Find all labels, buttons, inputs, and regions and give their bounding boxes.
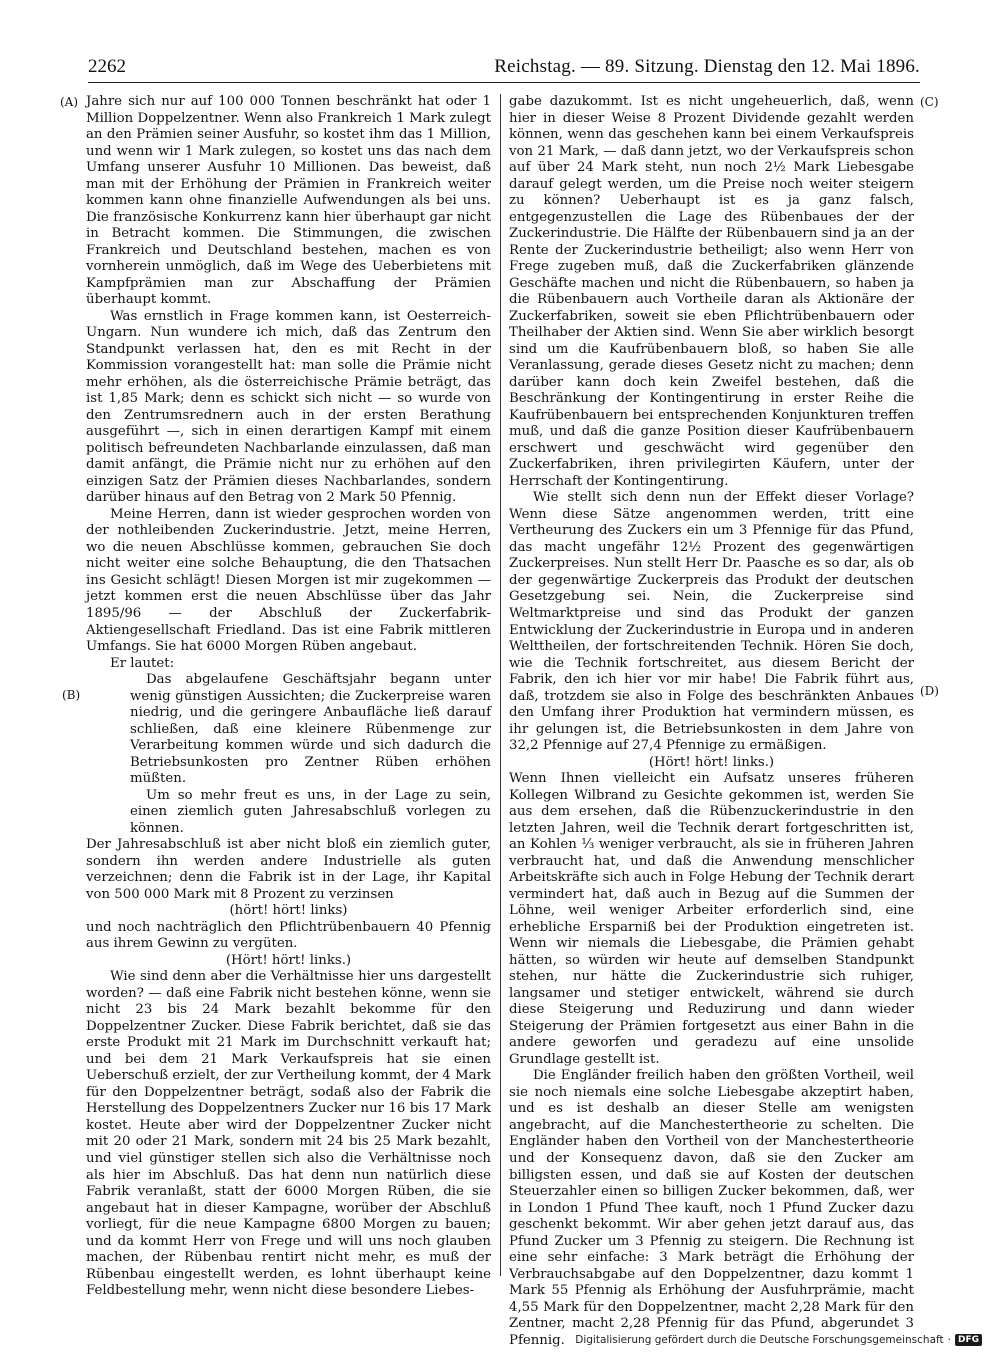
paragraph: Die Engländer freilich haben den größten Vortheil, weil sie noch niemals eine solche Liebesgabe akzeptirt haben, und es ist deshalb an dieser Stelle am wenigsten angebracht, auf die Manchestertheorie zu schelten. Die Engländer haben den Vortheil von der Manchestertheorie und der Konsequenz davon, daß sie den Zucker am billigsten essen, und daß sie auf Kosten der deutschen Steuerzahler einen so billigen Zucker bekommen, daß, wer in London 1 Pfund Thee kauft, noch 1 Pfund Zucker dazu geschenkt bekommt. Wir aber gehen jetzt darauf aus, das Pfund Zucker um 3 Pfennig zu steigern. Die Rechnung ist eine sehr einfache: 3 Mark beträgt die Erhöhung der Verbrauchsabgabe auf den Doppelzentner, dazu kommt 1 Mark 55 Pfennig als Erhöhung der Ausfuhrprämie, macht 4,55 Mark für den Doppelzentner, macht 2,28 Mark für den Zentner, macht 2,28 Pfennig für das Pfund, abgerundet 3 Pfennig. bbox=[509, 1068, 914, 1348]
paragraph: Jahre sich nur auf 100 000 Tonnen beschränkt hat oder 1 Million Doppelzentner. Wenn also Frankreich 1 Mark zulegt an den Prämien seiner Ausfuhr, so kostet ihm das 1 Million, und wenn wir 1 Mark zulegen, so kostet uns das nach dem Umfang unserer Ausfuhr 10 Millionen. Das beweist, daß man mit der Erhöhung der Prämien in Frankreich weiter kommen kann ohne finanzielle Aufwendungen als bei uns. Die französische Konkurrenz kann hier überhaupt gar nicht in Betracht kommen. Die Stimmungen, die zwischen Frankreich und Deutschland bestehen, machen es von vornherein unmöglich, daß im Wege des Ueberbietens mit Kampfprämien man zur Abschaffung der Prämien überhaupt kommt. bbox=[86, 94, 491, 308]
margin-marker-d: (D) bbox=[920, 684, 939, 698]
paragraph: Meine Herren, dann ist wieder gesprochen worden von der nothleibenden Zuckerindustrie. Jetzt, meine Herren, wo die neuen Abschlüsse kommen, gebrauchen Sie doch nicht weiter eine solche Behauptung, die den Thatsachen ins Gesicht schlägt! Diesen Morgen ist mir zugekommen — jetzt kommen erst die neuen Abschlüsse über das Jahr 1895/96 — der Abschluß der Zuckerfabrik-Aktiengesellschaft Friedland. Das ist eine Fabrik mittleren Umfangs. Sie hat 6000 Morgen Rüben angebaut. bbox=[86, 506, 491, 655]
paragraph: Der Jahresabschluß ist aber nicht bloß ein ziemlich guter, sondern ihn werden andere Industrielle als guten verzeichnen; denn die Fabrik ist in der Lage, ihr Kapital von 500 000 Mark mit 8 Prozent zu verzinsen bbox=[86, 837, 491, 902]
paragraph: Wie stellt sich denn nun der Effekt dieser Vorlage? Wenn diese Sätze angenommen werden, tritt eine Vertheurung des Zuckers ein um 3 Pfennige für das Pfund, das macht ungefähr 12½ Prozent des gegenwärtigen Zuckerpreises. Nun stellt Herr Dr. Paasche es so dar, als ob der gegenwärtige Zuckerpreis das Produkt der deutschen Gesetzgebung sei. Nein, die Zuckerpreise sind Weltmarktpreise und sind das Produkt der ganzen Entwicklung der Zuckerindustrie in Europa und in anderen Welttheilen, der fortschreitenden Technik. Hören Sie doch, wie die Technik fortschreitet, aus diesem Bericht der Fabrik, den ich hier vor mir habe! Die Fabrik führt aus, daß, trotzdem sie also in Folge des beschränkten Anbaues den Umfang ihrer Produktion hat vermindern müssen, es ihr gelungen ist, die Betriebsunkosten in dem Jahre von 32,2 Pfennige auf 27,4 Pfennige zu ermäßigen. bbox=[509, 490, 914, 754]
column-divider bbox=[500, 94, 501, 1276]
digitization-footer bbox=[575, 1334, 982, 1346]
margin-marker-c: (C) bbox=[920, 95, 939, 109]
running-header bbox=[88, 56, 920, 83]
paragraph: gabe dazukommt. Ist es nicht ungeheuerlich, daß, wenn hier in dieser Weise 8 Prozent Dividende gezahlt werden können, wenn das geschehen kann bei einem Verkaufspreis von 21 Mark, — daß dann jetzt, wo der Verkaufspreis schon auf über 24 Mark steht, nun noch 2½ Mark Liebesgabe darauf gelegt werden, um die Preise noch weiter steigern zu können? Ueberhaupt ist es ja ganz falsch, entgegenzustellen die Lage des Rübenbaues der der Zuckerindustrie. Die Hälfte der Rübenbauern sind ja an der Rente der Zuckerindustrie betheiligt; also wenn Herr von Frege zugeben muß, daß die Zuckerfabriken glänzende Geschäfte machen und nicht die Rübenbauern, so haben ja die Rübenbauern auch Vortheile daran als Aktionäre der Zuckerfabriken, soweit sie eben Pflichtrübenbauern oder Theilhaber der Aktien sind. Wenn Sie aber wirklich besorgt sind um die Kaufrübenbauern bloß, so haben Sie alle Veranlassung, gerade dieses Gesetz nicht zu machen; denn darüber kann doch kein Zweifel bestehen, daß die Beschränkung der Kontingentirung in erster Reihe die Kaufrübenbauern bei entsprechenden Konjunkturen treffen muß, und daß die ganze Position dieser Kaufrübenbauern erschwert und geschwächt wird gegenüber den Zuckerfabriken, ihren privilegirten Käufern, unter der Herrschaft der Kontingentirung. bbox=[509, 94, 914, 489]
footer-credit: Digitalisierung gefördert durch die Deutsche Forschungsgemeinschaft bbox=[575, 1334, 944, 1346]
paragraph: Um so mehr freut es uns, in der Lage zu sein, einen ziemlich guten Jahresabschluß vorlegen zu können. bbox=[130, 787, 491, 836]
page-number: 2262 bbox=[88, 56, 126, 77]
interjection: (hört! hört! links) bbox=[229, 903, 348, 919]
paragraph: Das abgelaufene Geschäftsjahr begann unter wenig günstigen Aussichten; die Zuckerpreise waren niedrig, und die geringere Anbaufläche ließ darauf schließen, daß eine kleinere Rübenmenge zur Verarbeitung kommen würde und sich dadurch die Betriebsunkosten pro Zentner Rüben erhöhen müßten. bbox=[130, 672, 491, 787]
paragraph: Wenn Ihnen vielleicht ein Aufsatz unseres früheren Kollegen Wilbrand zu Gesichte gekommen ist, werden Sie aus dem ersehen, daß die Rübenzuckerindustrie in den letzten Jahren, weil die Technik derart fortgeschritten ist, an Kohlen ⅓ weniger verbraucht, als sie in früheren Jahren verbraucht hat, und daß die Anwendung menschlicher Arbeitskräfte sich auch in Folge Hebung der Technik derart vermindert hat, daß auch in Bezug auf die Summen der Löhne, weil weniger Arbeiter erforderlich sind, eine erhebliche Ersparniß bei der Produktion eingetreten ist. Wenn wir niemals die Liebesgabe, die Prämien gehabt hätten, so würden wir heute auf demselben Standpunkt stehen, nur hätte die Zuckerindustrie sich ruhiger, langsamer und stetiger entwickelt, während sie durch diese Steigerung und Reduzirung und dann wieder Steigerung der Prämien fortgesetzt aus einer Bahn in die andere geworfen und geradezu auf eine unsolide Grundlage gestellt ist. bbox=[509, 771, 914, 1067]
right-text-column bbox=[509, 94, 914, 1349]
paragraph: und noch nachträglich den Pflichtrübenbauern 40 Pfennig aus ihrem Gewinn zu vergüten. bbox=[86, 919, 491, 952]
dfg-logo: DFG bbox=[955, 1334, 982, 1346]
left-text-column bbox=[86, 94, 491, 1300]
footer-separator: · bbox=[947, 1334, 951, 1346]
margin-marker-a: (A) bbox=[60, 95, 79, 109]
running-title: Reichstag. — 89. Sitzung. Dienstag den 12. Mai 1896. bbox=[494, 56, 920, 77]
margin-marker-b: (B) bbox=[62, 688, 81, 702]
interjection: (Hört! hört! links.) bbox=[648, 754, 775, 770]
paragraph: Er lautet: bbox=[110, 655, 175, 671]
interjection: (Hört! hört! links.) bbox=[225, 952, 352, 968]
paragraph: Wie sind denn aber die Verhältnisse hier uns dargestellt worden? — daß eine Fabrik nicht bestehen könne, wenn sie nicht 23 bis 24 Mark bezahlt bekomme für den Doppelzentner Zucker. Diese Fabrik berichtet, daß sie das erste Produkt mit 21 Mark im Durchschnitt verkauft hat; und bei dem 21 Mark Verkaufspreis hat sie einen Ueberschuß erzielt, der zur Vertheilung kommt, der 4 Mark für den Doppelzentner beträgt, sodaß also der Fabrik die Herstellung des Doppelzentners Zucker nur 16 bis 17 Mark kostet. Heute aber wird der Doppelzentner Zucker nicht mit 20 oder 21 Mark, sondern mit 24 bis 25 Mark bezahlt, und viel günstiger stellen sich also die Verhältnisse noch als hier im Abschluß. Das hat denn nun natürlich diese Fabrik veranlaßt, statt der 6000 Morgen Rüben, die sie angebaut hat in dieser Kampagne, worüber der Abschluß vorliegt, für die neue Kampagne 6800 Morgen zu bauen; und da kommt Herr von Frege und will uns noch glauben machen, der Rübenbau rentirt nicht mehr, es muß der Rübenbau eingestellt werden, es lohnt überhaupt keine Feldbestellung mehr, wenn nicht diese besondere Liebes- bbox=[86, 969, 491, 1299]
paragraph: Was ernstlich in Frage kommen kann, ist Oesterreich-Ungarn. Nun wundere ich mich, daß das Zentrum den Standpunkt verlassen hat, den es mit Recht in der Kommission vorangestellt hat: man solle die Prämie nicht mehr erhöhen, als die österreichische Prämie beträgt, das ist 1,85 Mark; denn es schickt sich nicht — so wurde von den Zentrumsrednern auch in der ersten Berathung ausgeführt —, sich in einen derartigen Kampf mit einem politisch befreundeten Nachbarlande einzulassen, daß man damit anfängt, die Prämie nicht nur zu erhöhen auf den einzigen Satz der Prämien dieses Nachbarlandes, sondern darüber hinaus auf den Betrag von 2 Mark 50 Pfennig. bbox=[86, 308, 491, 506]
